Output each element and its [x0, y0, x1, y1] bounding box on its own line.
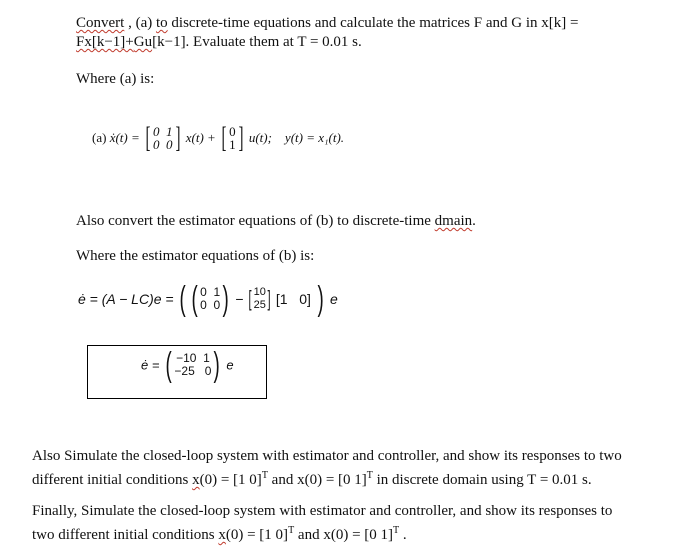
paragraph-simulate-discrete: Also Simulate the closed-loop system with estimator and controller, and show its responses to two different initial conditions x(0) = [1 0]$^T$ and x(0) = [0 1]$^T$ in discrete domain using T = 0.01 s. [32, 448, 622, 488]
matrix-a-est: 0 1 0 0 [200, 285, 221, 312]
matrix-l: 10 25 [253, 286, 266, 311]
equation-a: (a) ẋ(t) = [ 0 1 0 0 ] x(t) + [ 0 1 ] u(t); y(t) = x₁(t). [92, 121, 345, 154]
word-dmain: dmain [434, 213, 473, 229]
matrix-c: [1 0] [275, 291, 311, 307]
matrix-b: 0 1 [229, 124, 236, 152]
word-x: x [192, 472, 200, 488]
equation-result: ė = ( −10 1 −25 0 ) e [141, 346, 234, 384]
matrix-a: 0 1 0 0 [153, 124, 173, 152]
word-x: x [218, 527, 226, 543]
word-to: to [155, 15, 168, 31]
paragraph-simulate-final: Finally, Simulate the closed-loop system with estimator and controller, and show its responses to two different initial conditions x(0) = [1 0]$^T$ and x(0) = [0 1]$^T$ . [32, 503, 613, 543]
matrix-result: −10 1 −25 0 [174, 351, 212, 378]
equation-b: ė = (A − LC)e = ( ( 0 1 0 0 ) − [ 10 25 ] [1 0] ) e [78, 280, 338, 318]
where-b-label: Where the estimator equations of (b) is: [76, 248, 315, 264]
paragraph-convert: Convert , (a) to discrete-time equations and calculate the matrices F and G in x[k] = Fx[k−1]+Gu[k−1]. Evaluate them at T = 0.01 s. [76, 15, 579, 50]
word-convert: Convert [76, 15, 125, 31]
where-a-label: Where (a) is: [76, 71, 155, 87]
paragraph-convert-estimator: Also convert the estimator equations of (b) to discrete-time dmain. [76, 213, 476, 229]
word-gu: Gu [133, 34, 153, 50]
